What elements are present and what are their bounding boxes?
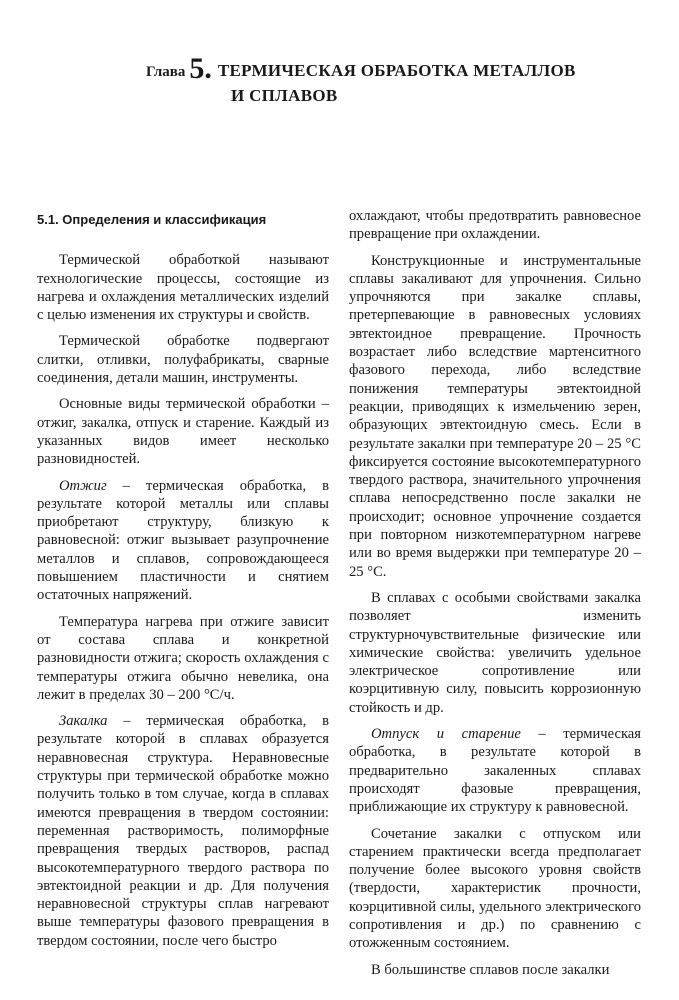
term-quenching: Закалка bbox=[59, 713, 108, 730]
paragraph bbox=[37, 712, 329, 950]
chapter-title-line1: ТЕРМИЧЕСКАЯ ОБРАБОТКА МЕТАЛЛОВ bbox=[217, 61, 576, 80]
paragraph-continued: охлаждают, чтобы предотвратить равновесное превращение при охлаждении. bbox=[349, 208, 641, 243]
term-annealing: Отжиг bbox=[59, 477, 107, 494]
paragraph-text: – термическая обработка, в результате которой в предварительно закаленных сплавах происходят фазовые превращения, приближающие их структуру к равновесной. bbox=[349, 726, 641, 816]
paragraph bbox=[349, 725, 641, 816]
paragraph: Термической обработкой называют технологические процессы, состоящие из нагрева и охлаждения металлических изделий с целью изменения их структуры и свойств. bbox=[37, 252, 329, 324]
paragraph: Основные виды термической обработки – отжиг, закалка, отпуск и старение. Каждый из указанных видов имеет несколько разновидностей. bbox=[37, 396, 329, 468]
chapter-heading bbox=[146, 50, 646, 106]
section-heading: 5.1. Определения и классификация bbox=[37, 212, 267, 227]
left-column bbox=[37, 207, 329, 958]
paragraph: Температура нагрева при отжиге зависит от состава сплава и конкретной разновидности отжига; скорость охлаждения с температуры отжига обычно невелика, она лежит в пределах 30 – 200 °С/ч. bbox=[37, 613, 329, 703]
paragraph: Сочетание закалки с отпуском или старением практически всегда предполагает получение более высокого уровня свойств (твердости, характеристик прочности, коэрцитивной силы, удельного электрического сопротивления и др.) по сравнению с отожженным состоянием. bbox=[349, 825, 641, 952]
term-tempering-aging: Отпуск и старение bbox=[371, 726, 521, 743]
paragraph: В сплавах с особыми свойствами закалка позволяет изменить структурночувствительные физические или химические свойства: увеличить удельное электрическое сопротивление или коэрцитивную силу, повысить коррозионную стойкость и др. bbox=[349, 589, 641, 716]
paragraph: В большинстве сплавов после закалки bbox=[371, 961, 610, 978]
paragraph: Термической обработке подвергают слитки, отливки, полуфабрикаты, сварные соединения, детали машин, инструменты. bbox=[37, 333, 329, 387]
chapter-title-line2: И СПЛАВОВ bbox=[231, 86, 338, 105]
paragraph: Конструкционные и инструментальные сплавы закаливают для упрочнения. Сильно упрочняются при закалке сплавы, претерпевающие в равновесных условиях эвтектоидное превращение. Прочность возрастает либо вследствие мартенситного фазового перехода, либо вследствие понижения температуры эвтектоидной реакции, приводящих к измельчению зерен, образующих эвтектоидную смесь. Если в результате закалки при температуре 20 – 25 °С фиксируется состояние высокотемпературного твердого раствора, значительного упрочнения сплава непосредственно после закалки не происходит; основное упрочнение создается при повторном низкотемпературном нагреве или во время выдержки при температуре 20 – 25 °С. bbox=[349, 252, 641, 580]
right-column bbox=[349, 207, 641, 987]
paragraph bbox=[37, 477, 329, 605]
chapter-prefix: Глава bbox=[146, 64, 186, 80]
paragraph-text: – термическая обработка, в результате которой металлы или сплавы приобретают структуру, близкую к равновесной: отжиг вызывает разупрочнение металлов и сплавов, сопровождающееся повышением пластичности и снятием остаточных напряжений. bbox=[37, 477, 329, 604]
chapter-number: 5. bbox=[189, 52, 212, 85]
paragraph-text: – термическая обработка, в результате которой в сплавах образуется неравновесная структура. Неравновесные структуры при термической обработке можно получить только в том случае, когда в сплавах имеются превращения в твердом состоянии: переменная растворимость, полиморфные превращения твердых растворов, распад высокотемпературного твердого раствора по эвтектоидной реакции и др. Для получения неравновесной структуры сплав нагревают выше температуры фазового превращения в твердом состоянии, после чего быстро bbox=[37, 713, 329, 949]
